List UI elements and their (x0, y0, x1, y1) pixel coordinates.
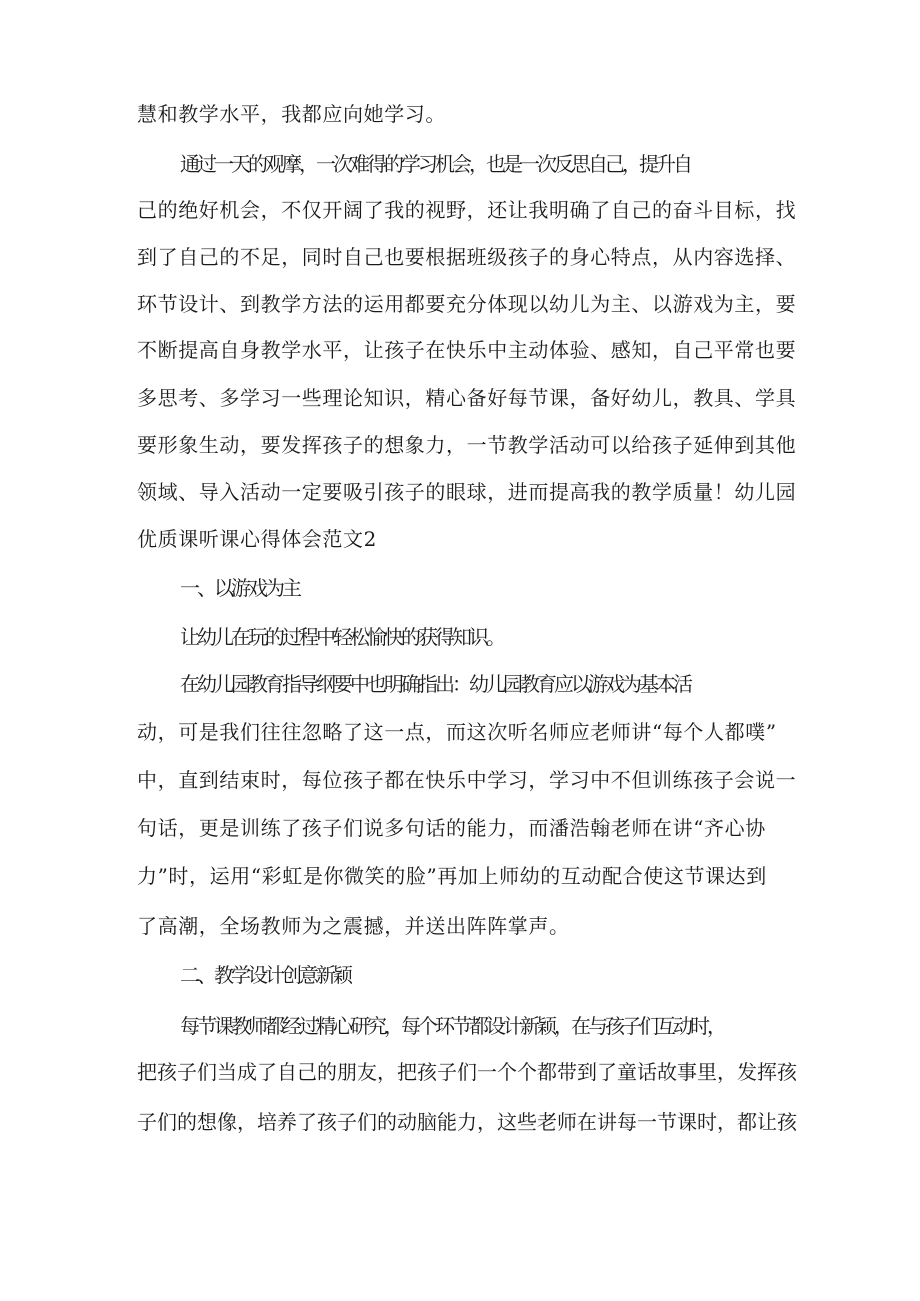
text-line-3: 己的绝好机会，不仅开阔了我的视野，还让我明确了自己的奋斗目标，找 (137, 198, 797, 222)
text-line-10: 优质课听课心得体会范文2 (137, 527, 377, 551)
text-line-12: 让幼儿在玩的过程中轻松愉快的获得知识。 (180, 625, 503, 649)
text-line-16: 句话，更是训练了孩子们说多句话的能力，而潘浩翰老师在讲“齐心协 (137, 816, 766, 840)
text-line-14: 动，可是我们往往忽略了这一点，而这次听名师应老师讲“每个人都噗” (137, 720, 777, 744)
text-line-17: 力”时，运用“彩虹是你微笑的脸”再加上师幼的互动配合使这节课达到 (137, 864, 767, 888)
text-line-1: 慧和教学水平，我都应向她学习。 (137, 102, 446, 126)
text-line-7: 多思考、多学习一些理论知识，精心备好每节课，备好幼儿，教具、学具 (137, 386, 797, 410)
text-line-13: 在幼儿园教育指导纲要中也明确指出：幼儿园教育应以游戏为基本活 (180, 672, 690, 696)
text-line-21: 把孩子们当成了自己的朋友，把孩子们一个个都带到了童话故事里，发挥孩 (137, 1060, 797, 1084)
text-line-2: 通过一天的观摩，一次难得的学习机会，也是一次反思自己，提升自 (180, 152, 690, 176)
text-line-22: 子们的想像，培养了孩子们的动脑能力，这些老师在讲每一节课时，都让孩 (137, 1110, 797, 1134)
text-line-15: 中，直到结束时，每位孩子都在快乐中学习，学习中不但训练孩子会说一 (137, 768, 797, 792)
section-heading-2: 二、教学设计创意新颖 (180, 963, 350, 987)
text-line-8: 要形象生动，要发挥孩子的想象力，一节教学活动可以给孩子延伸到其他 (137, 433, 797, 457)
text-line-18: 了高潮，全场教师为之震撼，并送出阵阵掌声。 (137, 914, 570, 938)
text-line-6: 不断提高自身教学水平，让孩子在快乐中主动体验、感知，自己平常也要 (137, 338, 797, 362)
text-line-5: 环节设计、到教学方法的运用都要充分体现以幼儿为主、以游戏为主，要 (137, 292, 797, 316)
text-line-9: 领域、导入活动一定要吸引孩子的眼球，进而提高我的教学质量！幼儿园 (137, 480, 797, 504)
text-line-4: 到了自己的不足，同时自己也要根据班级孩子的身心特点，从内容选择、 (137, 245, 797, 269)
section-heading-1: 一、以游戏为主 (180, 576, 299, 600)
text-line-20: 每节课教师都经过精心研究，每个环节都设计新颖，在与孩子们互动时， (180, 1014, 724, 1038)
